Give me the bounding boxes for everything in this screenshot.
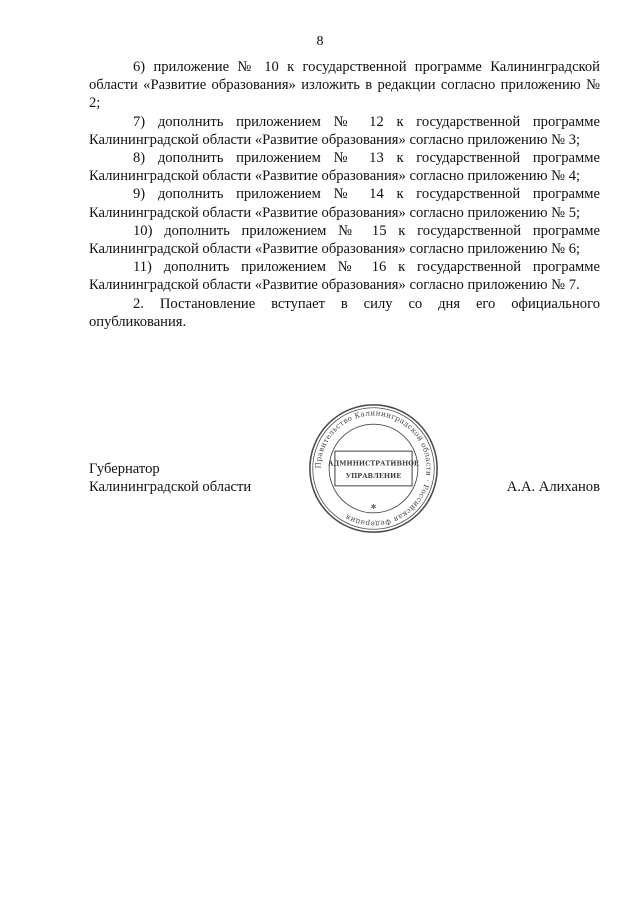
seal-center-line2: УПРАВЛЕНИЕ [345,472,402,481]
paragraph-item-8: 8) дополнить приложением № 13 к государственной программе Калининградской области «Развитие образования» согласно приложению № 4; [89,150,600,185]
paragraph-item-9: 9) дополнить приложением № 14 к государственной программе Калининградской области «Развитие образования» согласно приложению № 5; [89,186,600,221]
seal-star-icon: ✱ [370,504,377,511]
paragraph-item-11: 11) дополнить приложением № 16 к государственной программе Калининградской области «Развитие образования» согласно приложению № 7. [89,259,600,294]
official-seal-stamp [306,401,441,536]
seal-center-box [335,451,412,486]
signatory-position-line1: Губернатор [89,461,160,477]
signatory-position-line2: Калининградской области [89,479,252,496]
paragraph-item-10: 10) дополнить приложением № 15 к государственной программе Калининградской области «Развитие образования» согласно приложению № 6; [89,222,600,258]
signatory-name: А.А. Алиханов [506,479,600,495]
document-body [89,58,600,331]
seal-inner-ring [313,408,435,530]
seal-center-line1: АДМИНИСТРАТИВНОЕ [328,459,419,468]
paragraph-item-7: 7) дополнить приложением № 12 к государственной программе Калининградской области «Развитие образования» согласно приложению № 3; [89,113,600,148]
seal-ring-text: Правительство Калининградской области · Российская Федерация [313,408,434,529]
page-number: 8 [316,34,324,49]
paragraph-effective-date: 2. Постановление вступает в силу со дня его официального опубликования. [89,295,600,330]
seal-text-ring [329,424,418,513]
signatory-position [89,460,251,496]
paragraph-item-6: 6) приложение № 10 к государственной программе Калининградской области «Развитие образования» изложить в редакции согласно приложению № 2; [89,59,600,112]
